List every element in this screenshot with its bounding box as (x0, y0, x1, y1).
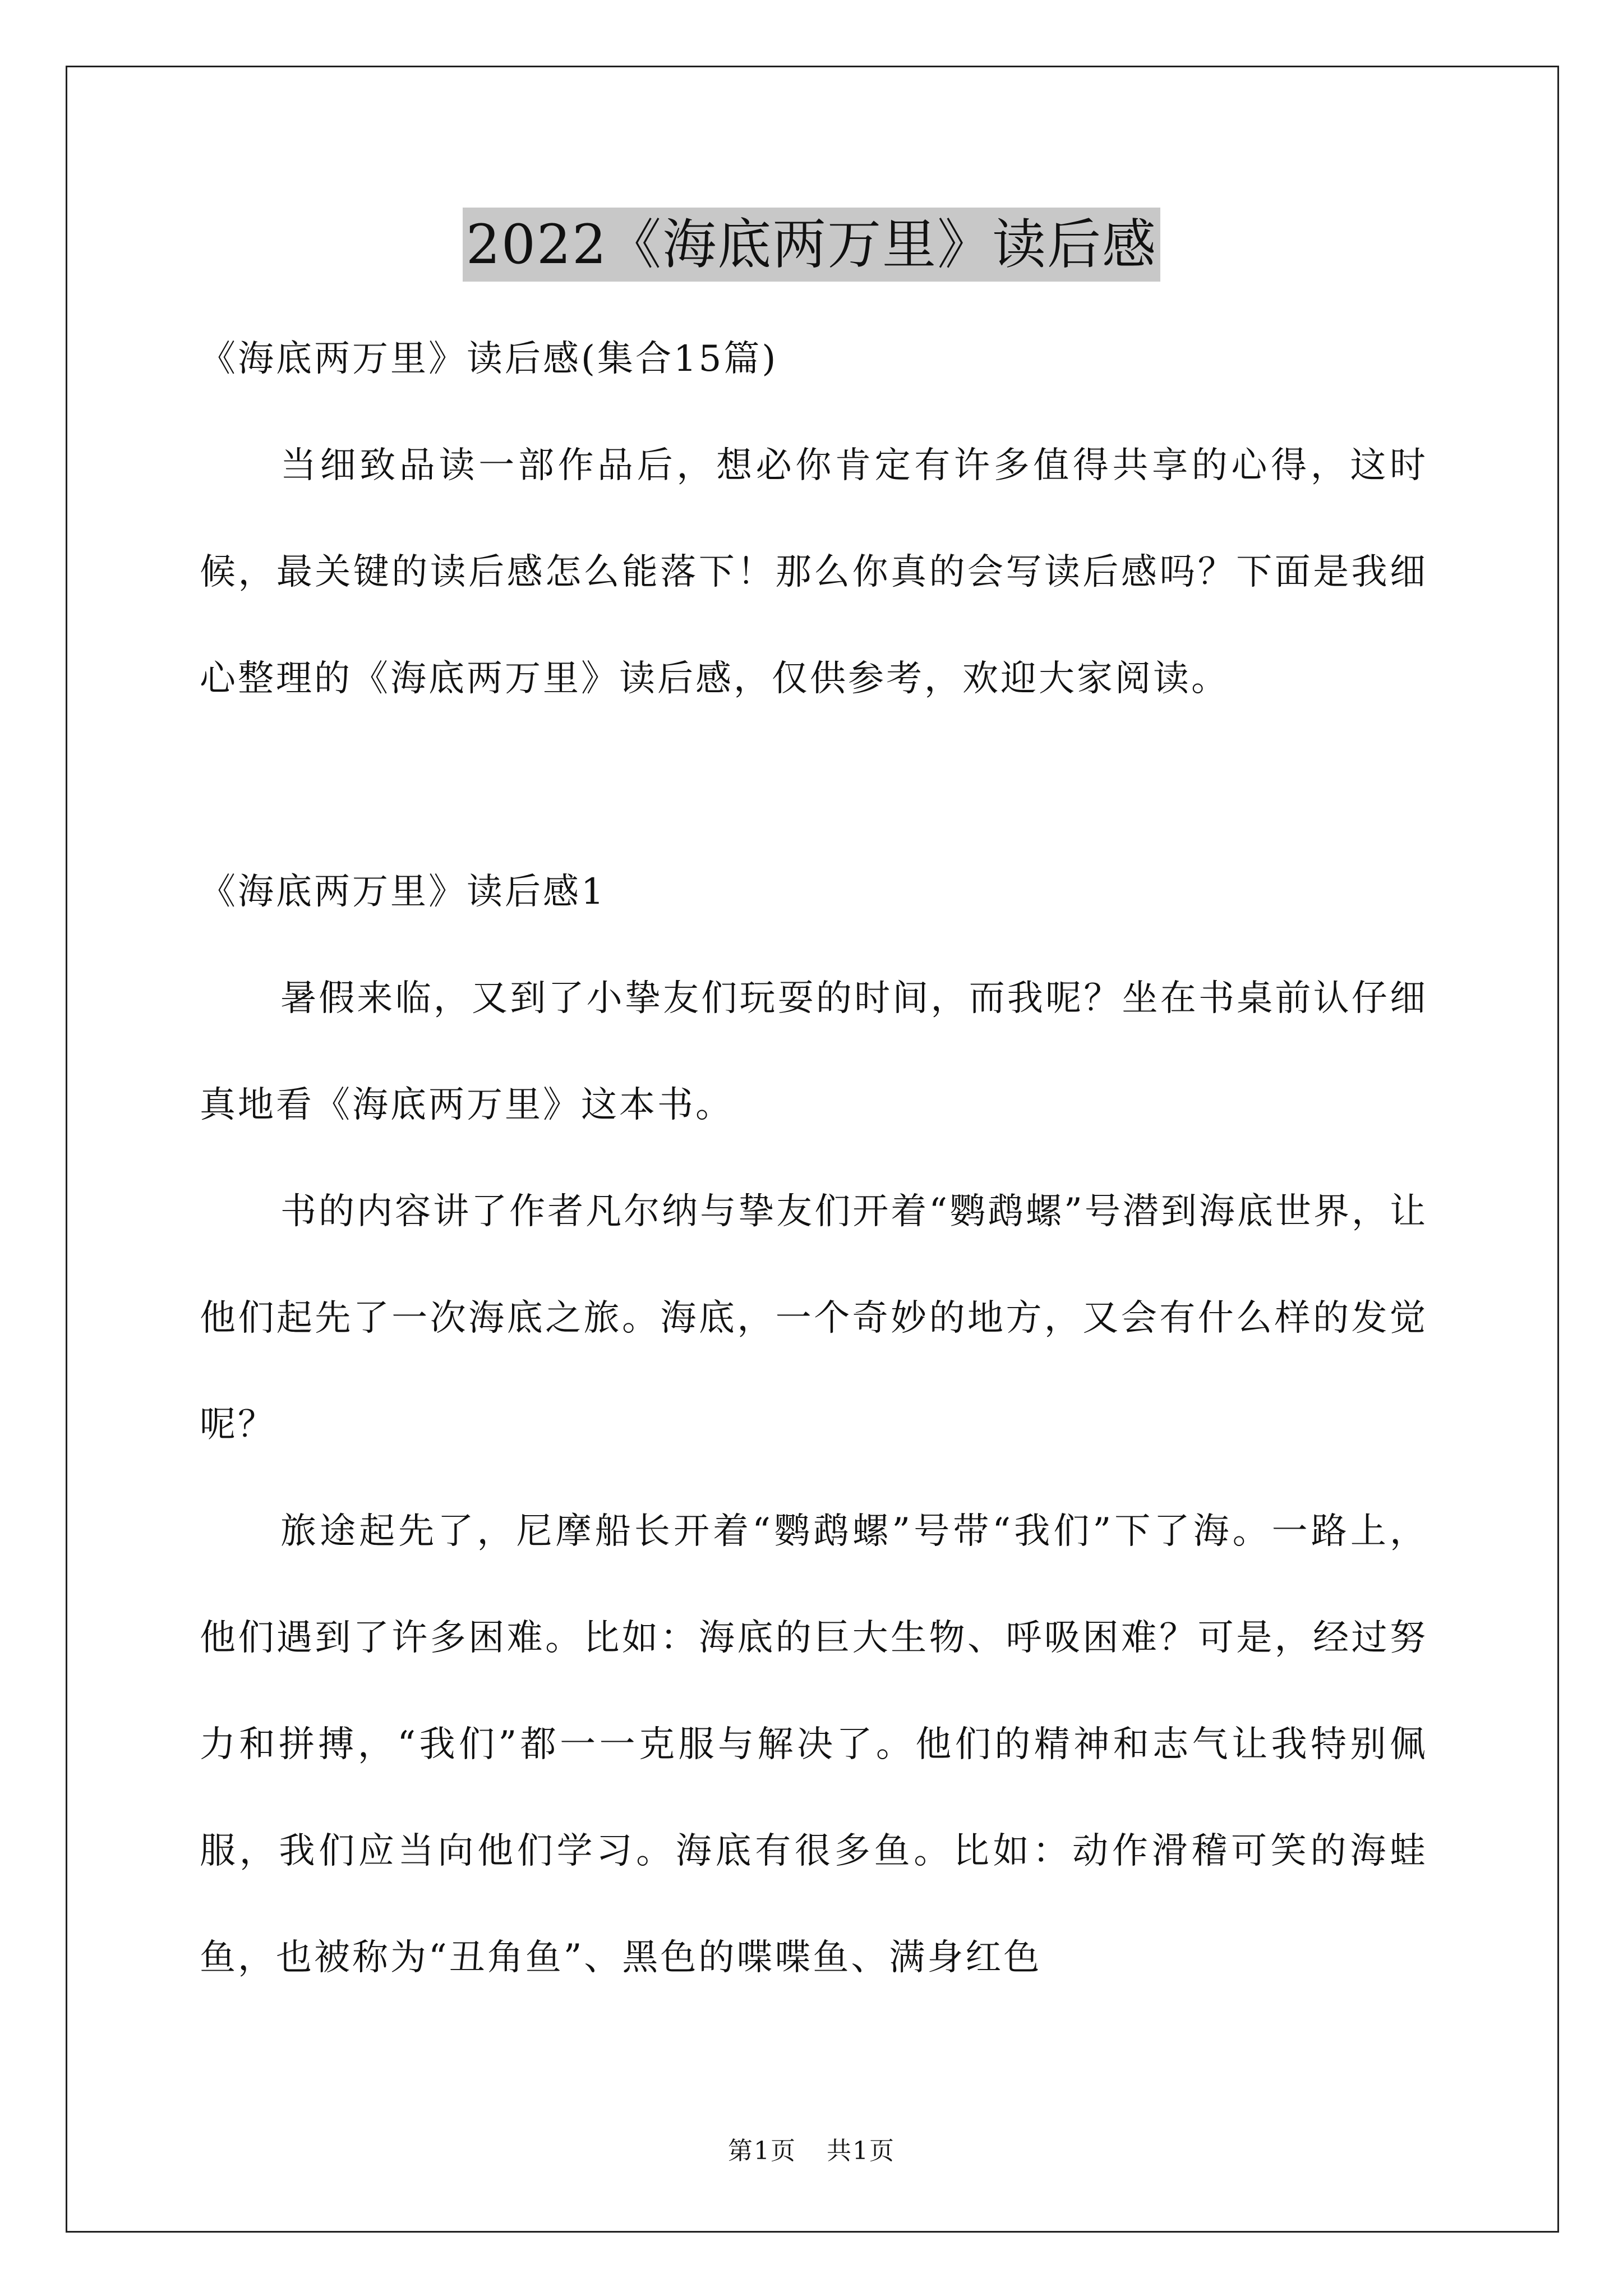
section-heading: 《海底两万里》读后感1 (200, 871, 606, 913)
body-paragraph: 旅途起先了，尼摩船长开着“鹦鹉螺”号带“我们”下了海。一路上，他们遇到了许多困难。比如：海底的巨大生物、呼吸困难？可是，经过努力和拼搏，“我们”都一一克服与解决了。他们的精神和志气让我特别佩服，我们应当向他们学习。海底有很多鱼。比如：动作滑稽可笑的海蛙鱼，也被称为“丑角鱼”、黑色的喋喋鱼、满身红色 (200, 1511, 1428, 1978)
page-number-current: 第1页 (728, 2137, 796, 2165)
document-title: 2022《海底两万里》读后感 (463, 208, 1160, 282)
document-subtitle: 《海底两万里》读后感(集合15篇) (200, 338, 778, 380)
title-container (0, 208, 1623, 282)
section-spacer (200, 732, 1428, 839)
page-number-total: 共1页 (827, 2137, 895, 2165)
body-paragraph: 书的内容讲了作者凡尔纳与挚友们开着“鹦鹉螺”号潜到海底世界，让他们起先了一次海底之旅。海底，一个奇妙的地方，又会有什么样的发觉呢？ (200, 1191, 1428, 1446)
page-footer (0, 2134, 1623, 2168)
body-paragraph: 暑假来临，又到了小挚友们玩耍的时间，而我呢？坐在书桌前认仔细真地看《海底两万里》这本书。 (200, 978, 1428, 1126)
document-body (200, 306, 1428, 2011)
intro-paragraph: 当细致品读一部作品后，想必你肯定有许多值得共享的心得，这时候，最关键的读后感怎么能落下！那么你真的会写读后感吗？下面是我细心整理的《海底两万里》读后感，仅供参考，欢迎大家阅读。 (200, 445, 1428, 700)
